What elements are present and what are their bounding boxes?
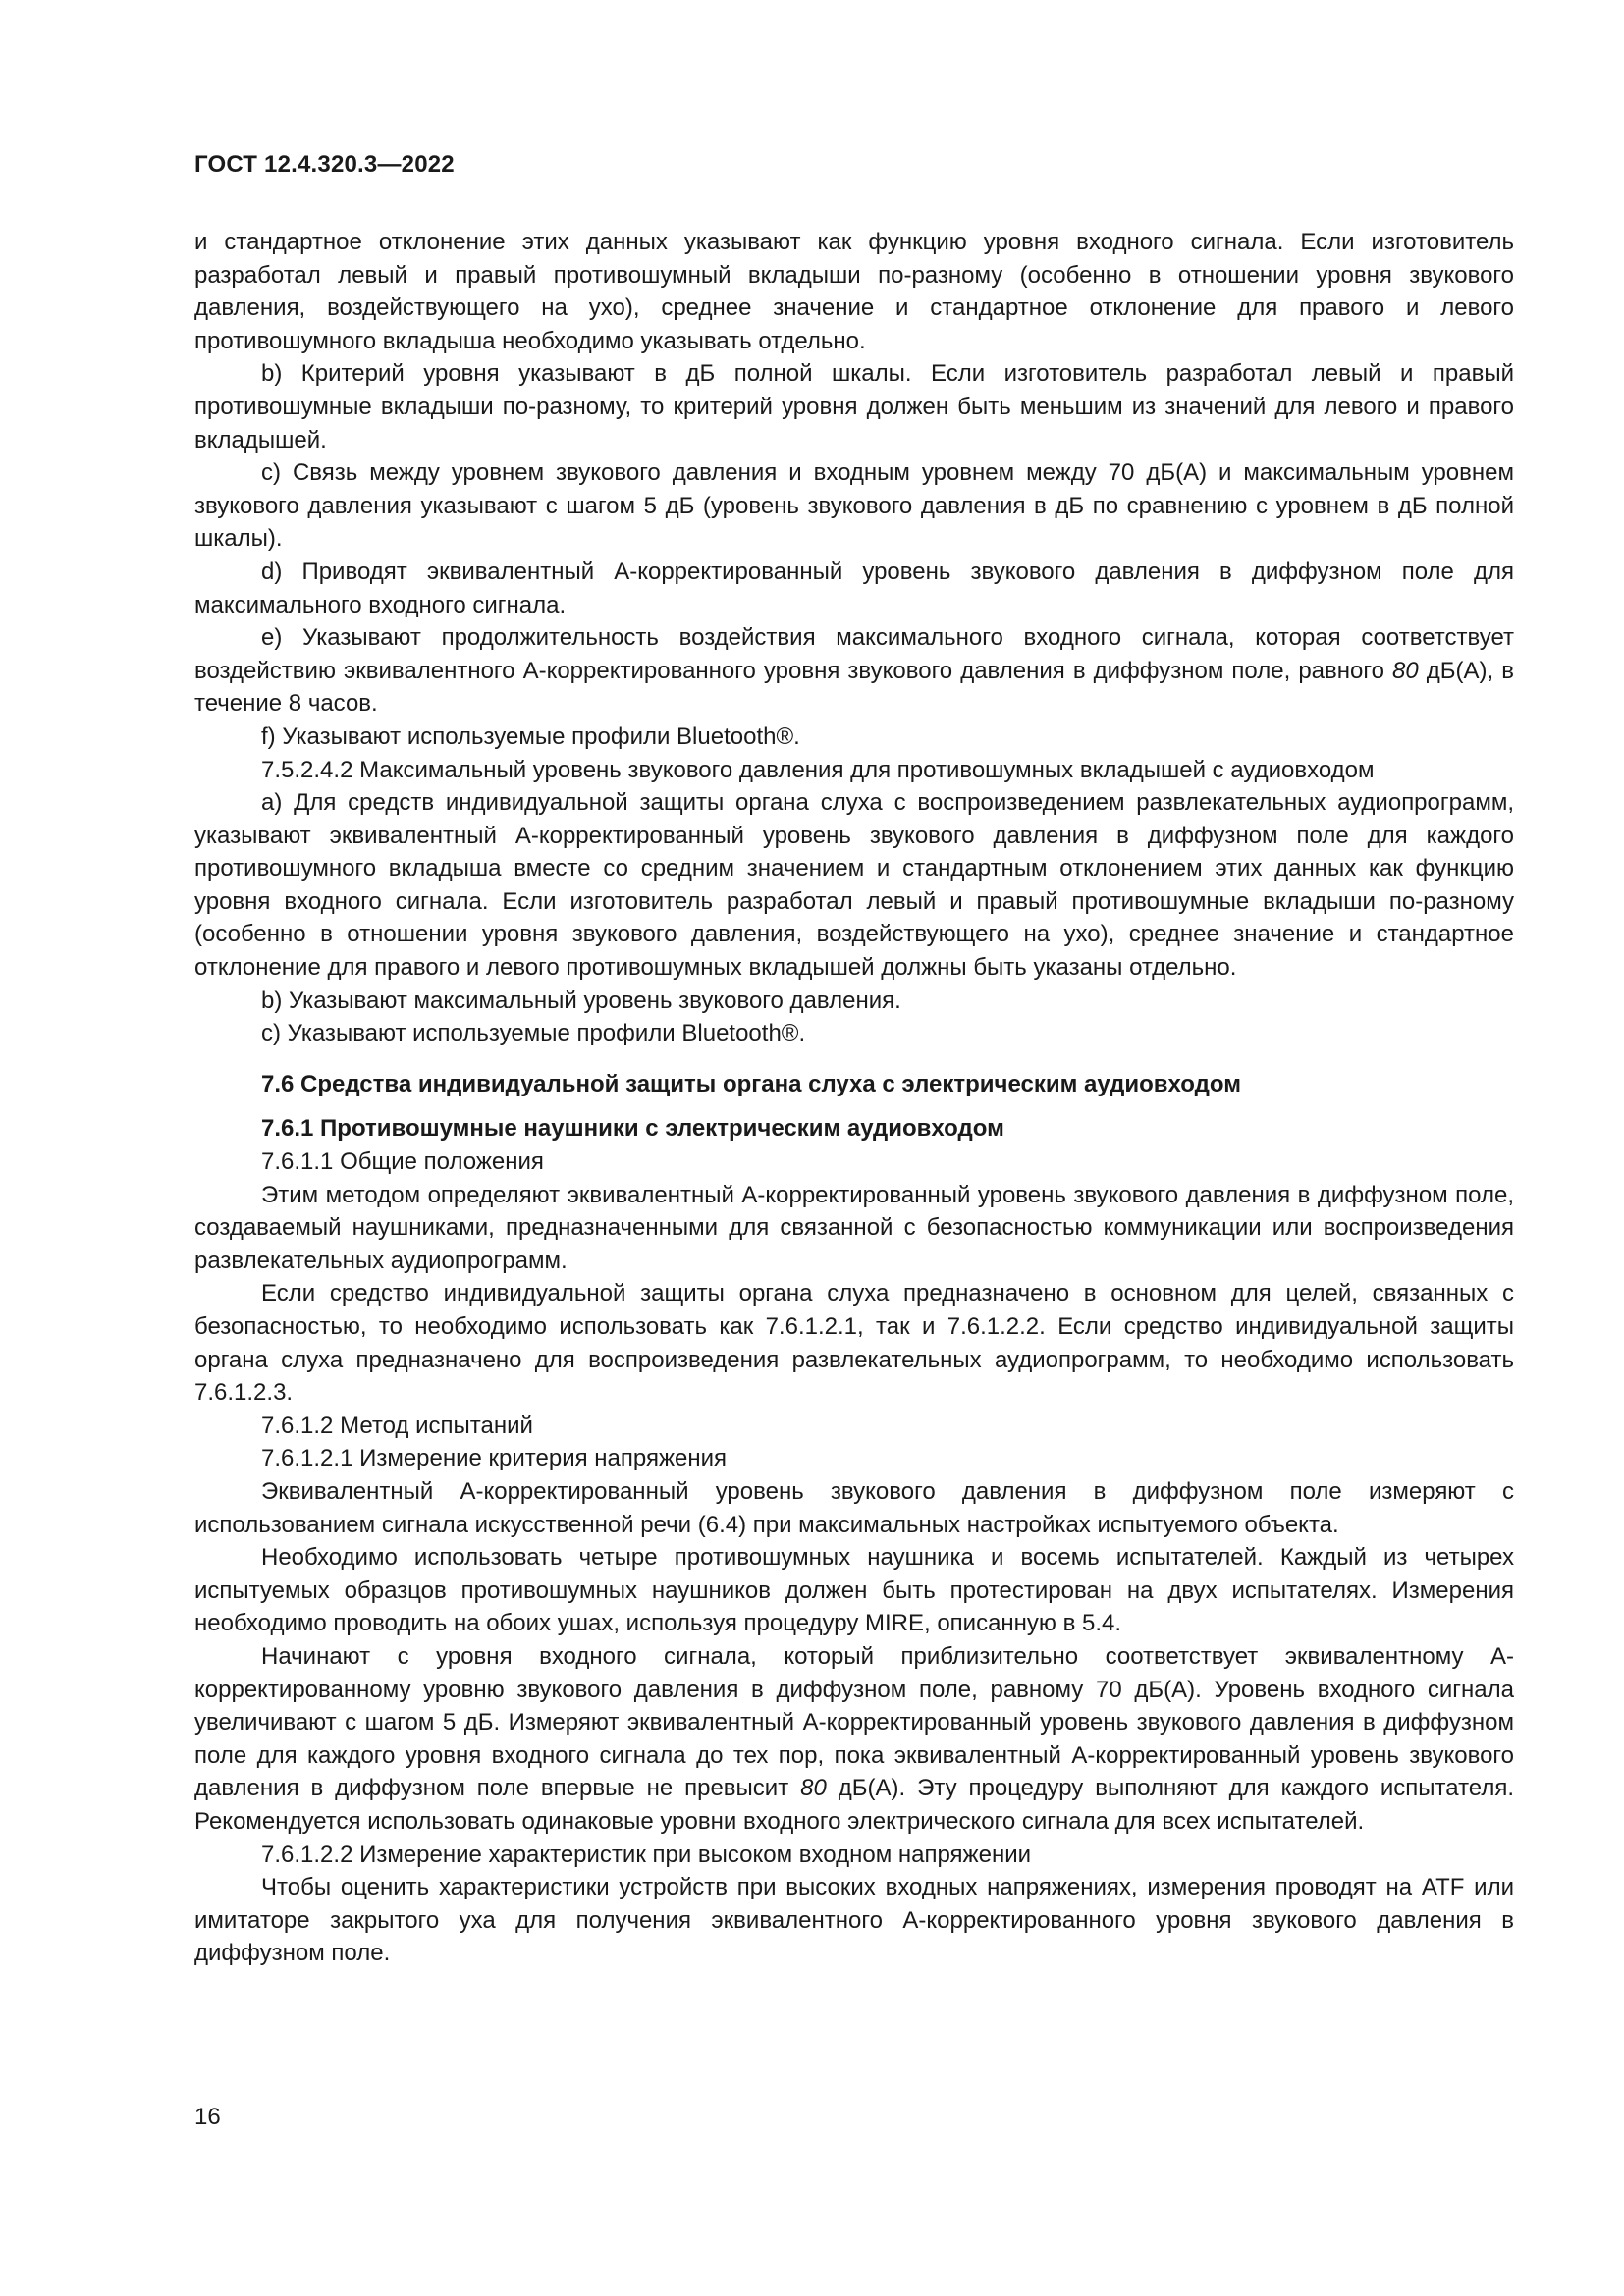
italic-value: 80 — [1392, 657, 1419, 684]
paragraph-item-f: f) Указывают используемые профили Bluetooth®. — [261, 722, 800, 750]
paragraph-measurement: Эквивалентный А-корректированный уровень звукового давления в диффузном поле измеряют с использованием сигнала искусственной речи (6.4) при максимальных настройках испытуемого объекта. — [194, 1477, 1514, 1538]
paragraph-item-b: b) Критерий уровня указывают в дБ полной шкалы. Если изготовитель разработал левый и правый противошумные вкладыши по-разному, то критерий уровня должен быть меньшим из значений для левого и правого вкладышей. — [194, 360, 1514, 454]
clause-7-6-1-2-2: 7.6.1.2.2 Измерение характеристик при высоком входном напряжении — [261, 1841, 1032, 1868]
section-title-7-6: 7.6 Средства индивидуальной защиты органа слуха с электрическим аудиовходом — [261, 1070, 1241, 1097]
paragraph-item-c-2: c) Указывают используемые профили Bluetooth®. — [261, 1020, 806, 1047]
paragraph-high-voltage: Чтобы оценить характеристики устройств при высоких входных напряжениях, измерения проводят на ATF или имитаторе закрытого уха для получения эквивалентного А-корректированного уровня звукового давления в диффузном поле. — [194, 1874, 1514, 1967]
italic-value: 80 — [800, 1775, 827, 1802]
paragraph-item-c: c) Связь между уровнем звукового давления и входным уровнем между 70 дБ(А) и максимальным уровнем звукового давления указывают с шагом 5 дБ (уровень звукового давления в дБ по сравнению с уровнем в дБ полной шкалы). — [194, 459, 1514, 553]
clause-7-6-1-2-1: 7.6.1.2.1 Измерение критерия напряжения — [261, 1445, 728, 1472]
paragraph-continuation: и стандартное отклонение этих данных указывают как функцию уровня входного сигнала. Если изготовитель разработал левый и правый противошумный вкладыши по-разному (особенно в отношении уровня звукового давления, воздействующего на ухо), среднее значение и стандартное отклонение для правого и левого противошумного вкладыша необходимо указывать отдельно. — [194, 229, 1514, 354]
paragraph-procedure: Начинают с уровня входного сигнала, который приблизительно соответствует эквивалентному А-корректированному уровню звукового давления в диффузном поле, равному 70 дБ(А). Уровень входного сигнала увеличивают с шагом 5 дБ. Измеряют эквивалентный А-корректированный уровень звукового давления в диффузном поле для каждого уровня входного сигнала до тех пор, пока эквивалентный А-корректированный уровень звукового давления в диффузном поле впервые не превысит 80 дБ(А). Эту процедуру выполняют для каждого испытателя. Рекомендуется использовать одинаковые уровни входного электрического сигнала для всех испытателей. — [194, 1642, 1515, 1835]
clause-7-5-2-4-2: 7.5.2.4.2 Максимальный уровень звукового давления для противошумных вкладышей с аудиовходом — [261, 756, 1375, 783]
document-body — [194, 226, 1514, 1970]
paragraph-samples: Необходимо использовать четыре противошумных наушника и восемь испытателей. Каждый из четырех испытуемых образцов противошумных наушников должен быть протестирован на двух испытателях. Измерения необходимо проводить на обоих ушах, используя процедуру MIRE, описанную в 5.4. — [194, 1544, 1514, 1637]
paragraph-usage: Если средство индивидуальной защиты органа слуха предназначено в основном для целей, связанных с безопасностью, то необходимо использовать как 7.6.1.2.1, так и 7.6.1.2.2. Если средство индивидуальной защиты органа слуха предназначено для воспроизведения развлекательных аудиопрограмм, то необходимо использовать 7.6.1.2.3. — [194, 1280, 1514, 1407]
paragraph-item-a: a) Для средств индивидуальной защиты органа слуха с воспроизведением развлекательных аудиопрограмм, указывают эквивалентный А-корректированный уровень звукового давления в диффузном поле для каждого противошумного вкладыша вместе со средним значением и стандартным отклонением этих данных как функцию уровня входного сигнала. Если изготовитель разработал левый и правый противошумные вкладыши по-разному (особенно в отношении уровня звукового давления, воздействующего на ухо), среднее значение и стандартное отклонение для правого и левого противошумных вкладышей должны быть указаны отдельно. — [194, 789, 1514, 982]
clause-7-6-1-2: 7.6.1.2 Метод испытаний — [261, 1412, 533, 1439]
paragraph-item-e: e) Указывают продолжительность воздействия максимального входного сигнала, которая соответствует воздействию эквивалентного А-корректированного уровня звукового давления в диффузном поле, равного 80 дБ(А), в течение 8 часов. — [194, 624, 1515, 718]
page-number: 16 — [194, 2104, 221, 2130]
subsection-title-7-6-1: 7.6.1 Противошумные наушники с электрическим аудиовходом — [261, 1115, 1004, 1143]
clause-7-6-1-1: 7.6.1.1 Общие положения — [261, 1148, 544, 1176]
paragraph-item-b-2: b) Указывают максимальный уровень звукового давления. — [261, 987, 901, 1014]
document-header: ГОСТ 12.4.320.3—2022 — [194, 151, 455, 178]
paragraph-item-d: d) Приводят эквивалентный А-корректированный уровень звукового давления в диффузном поле для максимального входного сигнала. — [194, 558, 1514, 618]
paragraph-method-scope: Этим методом определяют эквивалентный А-корректированный уровень звукового давления в диффузном поле, создаваемый наушниками, предназначенными для связанной с безопасностью коммуникации или воспроизведения развлекательных аудиопрограмм. — [194, 1181, 1514, 1274]
